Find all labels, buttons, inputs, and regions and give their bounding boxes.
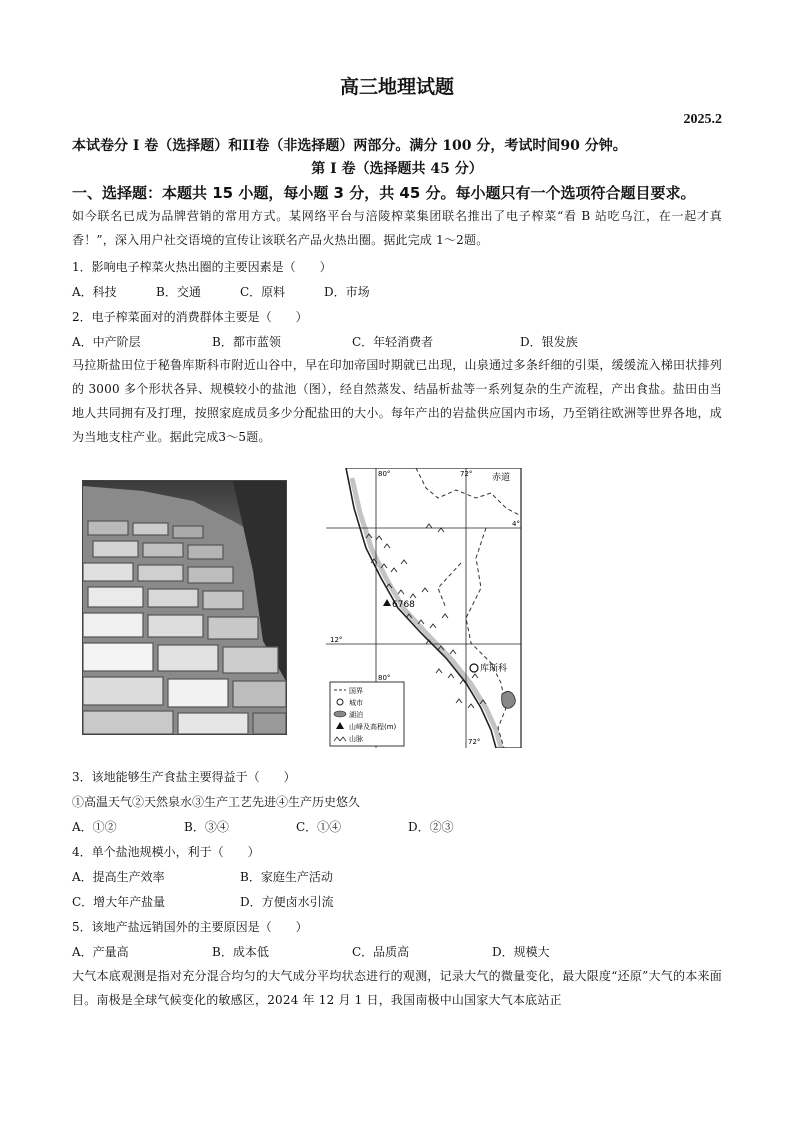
question-4-stem: 4．单个盐池规模小，利于（ ）	[72, 845, 260, 859]
lon-label: 80°	[378, 470, 391, 478]
lon-label: 72°	[460, 470, 473, 478]
question-2-options	[72, 333, 722, 350]
option-d[interactable]: D．规模大	[492, 945, 550, 959]
option-b[interactable]: B．家庭生产活动	[240, 870, 333, 884]
question-5-options	[72, 943, 722, 960]
option-b[interactable]: B．③④	[184, 820, 229, 834]
exam-date: 2025.2	[683, 112, 722, 127]
question-2-stem: 2．电子榨菜面对的消费群体主要是（ ）	[72, 310, 308, 324]
question-3-options	[72, 818, 722, 835]
lon-label: 80°	[378, 674, 391, 682]
option-c[interactable]: C．品质高	[352, 945, 410, 959]
legend-mountain: 山脉	[349, 735, 363, 743]
passage-2: 马拉斯盐田位于秘鲁库斯科市附近山谷中，早在印加帝国时期就已出现，山泉通过多条纤细的引渠，缓缓流入梯田状排列的 3000 多个形状各异、规模较小的盐池（图），经自然蒸发、结晶析盐等一系列复杂的生产流程，产出食盐。盐田由当地人共同拥有及打理，按照家庭成员多少分配盐田的大小。每年产出的岩盐供应国内市场，乃至销往欧洲等世界各地，成为当地支柱产业。据此完成3～5题。	[72, 358, 722, 444]
page-title: 高三地理试题	[339, 76, 454, 98]
question-4-options-row1	[72, 868, 722, 885]
peak-label: 6768	[392, 600, 415, 610]
lat-label: 12°	[330, 636, 343, 644]
legend-border: 国界	[349, 687, 363, 695]
option-d[interactable]: D．方便卤水引流	[240, 895, 334, 909]
lat-label: 4°	[512, 520, 520, 528]
option-a[interactable]: A．产量高	[72, 945, 129, 959]
passage-3: 大气本底观测是指对充分混合均匀的大气成分平均状态进行的观测，记录大气的微量变化，最大限度“还原”大气的本来面目。南极是全球气候变化的敏感区，2024 年 12 月 1 日，我国南极中山国家大气本底站正	[72, 969, 722, 1007]
question-1-options	[72, 283, 722, 300]
equator-label: 赤道	[492, 473, 511, 483]
map-legend	[330, 682, 404, 746]
exam-intro: 本试卷分 I 卷（选择题）和II卷（非选择题）两部分。满分 100 分，考试时间90 分钟。	[72, 138, 627, 154]
passage-1: 如今联名已成为品牌营销的常用方式。某网络平台与涪陵榨菜集团联名推出了电子榨菜“看 B 站吃乌江，在一起才真香！”，深入用户社交语境的宣传让该联名产品火热出圈。据此完成 1～2题。	[72, 209, 722, 247]
option-d[interactable]: D．银发族	[520, 335, 578, 349]
section-heading: 一、选择题：本题共 15 小题，每小题 3 分，共 45 分。每小题只有一个选项符合题目要求。	[72, 184, 696, 202]
lon-label: 72°	[468, 738, 481, 746]
salt-pans-photo	[82, 480, 287, 735]
option-a[interactable]: A．提高生产效率	[72, 870, 165, 884]
legend-lake: 湖泊	[349, 711, 363, 719]
option-d[interactable]: D．②③	[408, 820, 454, 834]
option-c[interactable]: C．增大年产盐量	[72, 895, 166, 909]
option-a[interactable]: A．①②	[72, 820, 117, 834]
option-a[interactable]: A．科技	[72, 285, 117, 299]
city-label: 库斯科	[480, 664, 508, 674]
question-3-stem: 3．该地能够生产食盐主要得益于（ ）	[72, 770, 296, 784]
option-b[interactable]: B．交通	[156, 285, 201, 299]
option-c[interactable]: C．①④	[296, 820, 342, 834]
option-a[interactable]: A．中产阶层	[72, 335, 141, 349]
option-c[interactable]: C．原料	[240, 285, 286, 299]
question-4-options-row2	[72, 893, 722, 910]
question-1-stem: 1．影响电子榨菜火热出圈的主要因素是（ ）	[72, 260, 332, 274]
question-3-statements: ①高温天气②天然泉水③生产工艺先进④生产历史悠久	[72, 795, 361, 809]
option-b[interactable]: B．成本低	[212, 945, 269, 959]
option-d[interactable]: D．市场	[324, 285, 370, 299]
legend-peak: 山峰及高程(m)	[349, 723, 397, 731]
option-c[interactable]: C．年轻消费者	[352, 335, 434, 349]
legend-city: 城市	[349, 699, 363, 707]
question-5-stem: 5．该地产盐远销国外的主要原因是（ ）	[72, 920, 308, 934]
peru-map	[326, 468, 722, 748]
part-heading: 第 I 卷（选择题共 45 分）	[311, 161, 483, 177]
option-b[interactable]: B．都市蓝领	[212, 335, 281, 349]
city-marker	[470, 664, 478, 672]
